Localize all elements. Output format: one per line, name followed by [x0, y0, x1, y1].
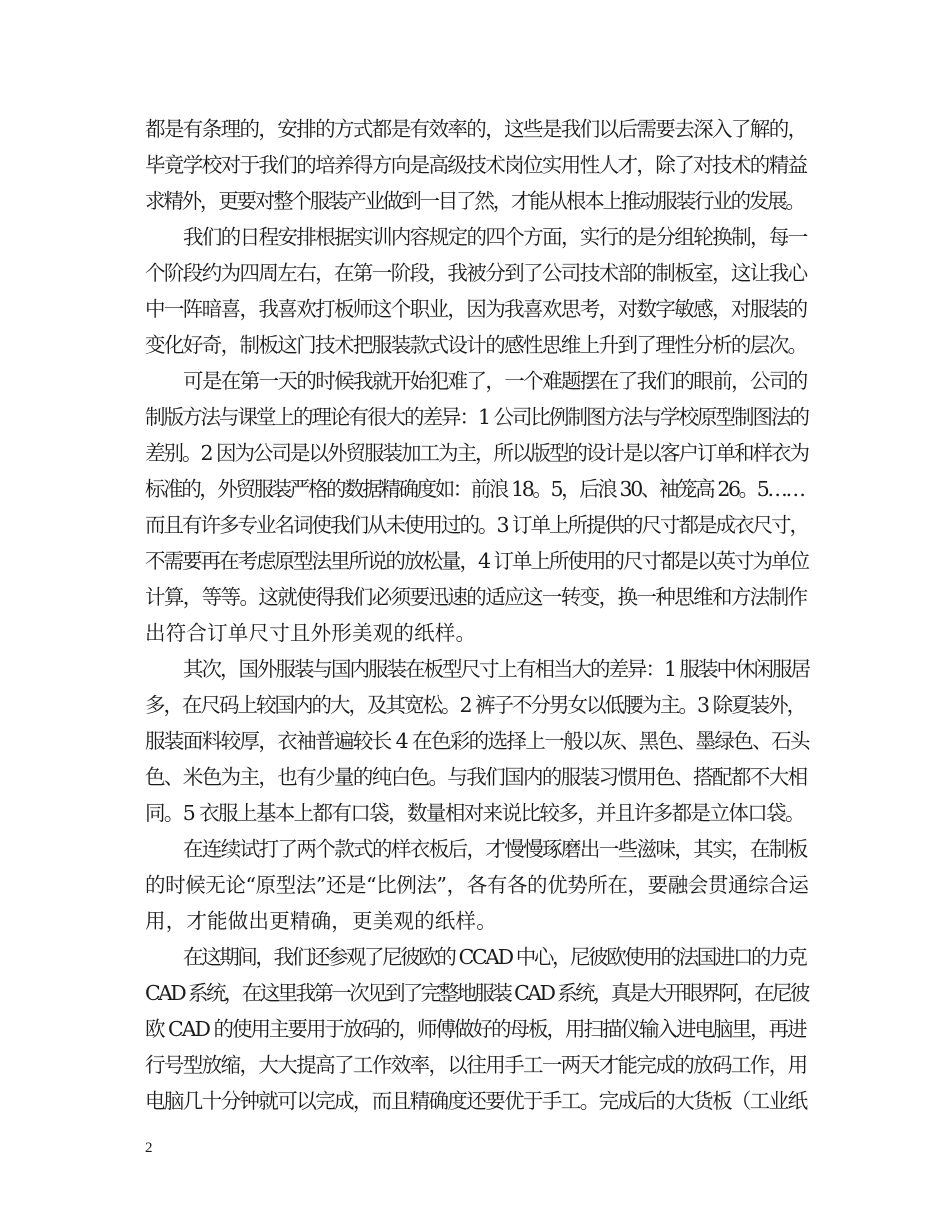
text-line: 计算，等等。这就使得我们必须要迅速的适应这一转变，换一种思维和方法制作 — [145, 585, 807, 609]
text-line: 服装面料较厚，衣袖普遍较长 4 在色彩的选择上一般以灰、黑色、墨绿色、石头 — [145, 729, 809, 753]
paragraph-first-line: 在连续试打了两个款式的样衣板后，才慢慢琢磨出一些滋味，其实，在制板 — [183, 837, 807, 861]
page-number: 2 — [145, 1140, 153, 1156]
paragraph-first-line: 我们的日程安排根据实训内容规定的四个方面，实行的是分组轮换制，每一 — [183, 225, 807, 249]
text-line: 中一阵暗喜，我喜欢打板师这个职业，因为我喜欢思考，对数字敏感，对服装的 — [145, 297, 807, 321]
text-line: 变化好奇，制板这门技术把服装款式设计的感性思维上升到了理性分析的层次。 — [145, 333, 807, 357]
text-line: 而且有许多专业名词使我们从未使用过的。3 订单上所提供的尺寸都是成衣尺寸， — [145, 513, 809, 537]
text-line: 色、米色为主，也有少量的纯白色。与我们国内的服装习惯用色、搭配都不大相 — [145, 765, 807, 789]
paragraph-first-line: 在这期间，我们还参观了尼彼欧的 CCAD 中心，尼彼欧使用的法国进口的力克 — [183, 945, 806, 969]
text-line: 标准的，外贸服装严格的数据精确度如：前浪 18。5，后浪 30、袖笼高 26。5…… — [145, 477, 804, 501]
text-line: 不需要再在考虑原型法里所说的放松量，4 订单上所使用的尺寸都是以英寸为单位 — [145, 549, 809, 573]
text-line: 行号型放缩，大大提高了工作效率，以往用手工一两天才能完成的放码工作，用 — [145, 1053, 807, 1077]
text-line: 求精外，更要对整个服装产业做到一目了然，才能从根本上推动服装行业的发展。 — [145, 189, 804, 213]
paragraph-first-line: 其次，国外服装与国内服装在板型尺寸上有相当大的差异：1 服装中休闲服居 — [183, 657, 810, 681]
text-line: 出符合订单尺寸且外形美观的纸样。 — [145, 621, 477, 645]
text-line: 电脑几十分钟就可以完成，而且精确度还要优于手工。完成后的大货板（工业纸 — [145, 1089, 807, 1113]
text-line: 毕竟学校对于我们的培养得方向是高级技术岗位实用性人才，除了对技术的精益 — [145, 153, 807, 177]
text-line: 同。5 衣服上基本上都有口袋，数量相对来说比较多，并且许多都是立体口袋。 — [145, 801, 804, 825]
paragraph-first-line: 可是在第一天的时候我就开始犯难了，一个难题摆在了我们的眼前，公司的 — [183, 369, 807, 393]
text-line: 用，才能做出更精确，更美观的纸样。 — [145, 909, 497, 933]
text-line: 欧 CAD 的使用主要用于放码的，师傅做好的母板，用扫描仪输入进电脑里，再进 — [145, 1017, 806, 1041]
text-line: 的时候无论“原型法”还是“比例法”，各有各的优势所在，要融会贯通综合运 — [145, 873, 809, 897]
text-line: 制版方法与课堂上的理论有很大的差异：1 公司比例制图方法与学校原型制图法的 — [145, 405, 809, 429]
text-line: 差别。2 因为公司是以外贸服装加工为主，所以版型的设计是以客户订单和样衣为 — [145, 441, 809, 465]
text-line: 多，在尺码上较国内的大，及其宽松。2 裤子不分男女以低腰为主。3 除夏装外， — [145, 693, 806, 717]
text-line: 都是有条理的，安排的方式都是有效率的，这些是我们以后需要去深入了解的， — [145, 117, 807, 141]
text-line: 个阶段约为四周左右，在第一阶段，我被分到了公司技术部的制板室，这让我心 — [145, 261, 807, 285]
text-line: CAD 系统，在这里我第一次见到了完整地服装 CAD 系统，真是大开眼界阿，在尼彼 — [145, 981, 808, 1005]
